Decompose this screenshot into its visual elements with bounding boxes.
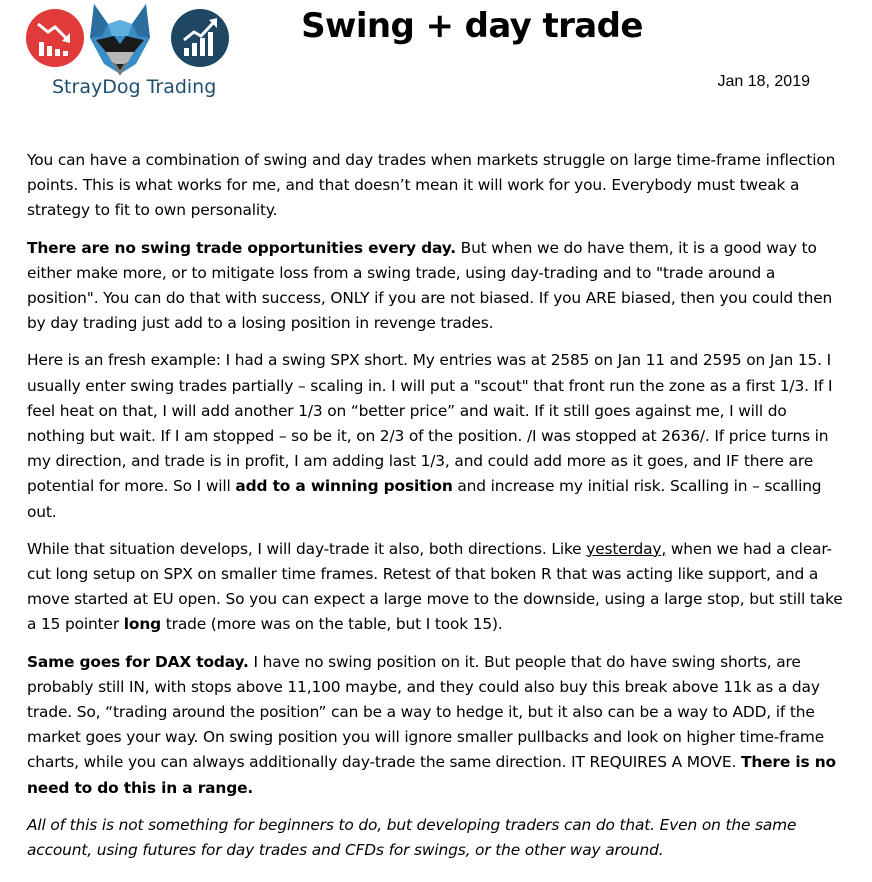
paragraph-5-bold: Same goes for DAX today. [27,652,249,671]
paragraph-3-text-b: and increase my initial risk. Scalling in – scalling out. [27,477,822,521]
yesterday-link[interactable]: yesterday, [586,539,667,558]
page-title: Swing + day trade [301,6,643,46]
paragraph-4 [27,537,849,638]
paragraph-5-text: I have no swing position on it. But people that do have swing shorts, are probably still IN, with stops above 11,100 maybe, and they could also buy this break above 11k as a day trade. So, “trading around the position” can be a way to hedge it, but it also can be a way to ADD, if the market goes your way. On swing position you will ignore smaller pullbacks and look on higher time-frame charts, while you can always additionally day-trade the same direction. IT REQUIRES A MOVE. [27,652,825,772]
paragraph-4-text-c: trade (more was on the table, but I took 15). [161,615,503,634]
paragraph-2-text: But when we do have them, it is a good way to either make more, or to mitigate loss from a swing trade, using day-trading and to "trade around a position". You can do that with success, ONLY if you are not biased. If you ARE biased, then you could then by day trading just add to a losing position in revenge trades. [27,238,833,333]
paragraph-6 [27,813,849,863]
paragraph-2 [27,236,849,337]
paragraph-3-text-a: Here is an fresh example: I had a swing SPX short. My entries was at 2585 on Jan 11 and 2595 on Jan 15. I usually enter swing trades partially – scaling in. I will put a "scout" that front run the zone as a first 1/3. If I feel heat on that, I will add another 1/3 on “better price” and wait. If it still goes against me, I will do nothing but wait. If I am stopped – so be it, on 2/3 of the position. /I was stopped at 2636/. If price turns in my direction, and trade is in profit, I am adding last 1/3, and could add more as it goes, and IF there are potential for more. So I will [27,351,833,496]
paragraph-3 [27,348,849,524]
paragraph-4-text-b: when we had a clear-cut long setup on SPX on smaller time frames. Retest of that boken R that was acting like support, and a move started at EU open. So you can expect a large move to the downside, using a large stop, but still take a 15 pointer [27,539,843,634]
paragraph-4-text-a: While that situation develops, I will day-trade it also, both directions. Like [27,539,587,558]
paragraph-4-bold: long [123,615,162,634]
paragraph-6-italic: All of this is not something for beginners to do, but developing traders can do that. Even on the same account, using futures for day trades and CFDs for swings, or the other way around. [27,815,797,860]
brand-name: StrayDog Trading [52,76,217,98]
post-date: Jan 18, 2019 [717,73,810,90]
paragraph-5 [27,650,849,801]
article-body [27,148,849,875]
paragraph-2-bold: There are no swing trade opportunities every day. [27,238,456,257]
paragraph-5-bold-end: There is no need to do this in a range. [27,753,836,797]
paragraph-1 [27,148,849,224]
paragraph-1-text: You can have a combination of swing and day trades when markets struggle on large time-frame inflection points. This is what works for me, and that doesn’t mean it will work for you. Everybody must tweak a strategy to fit to own personality. [27,151,836,220]
paragraph-3-bold: add to a winning position [235,477,453,496]
